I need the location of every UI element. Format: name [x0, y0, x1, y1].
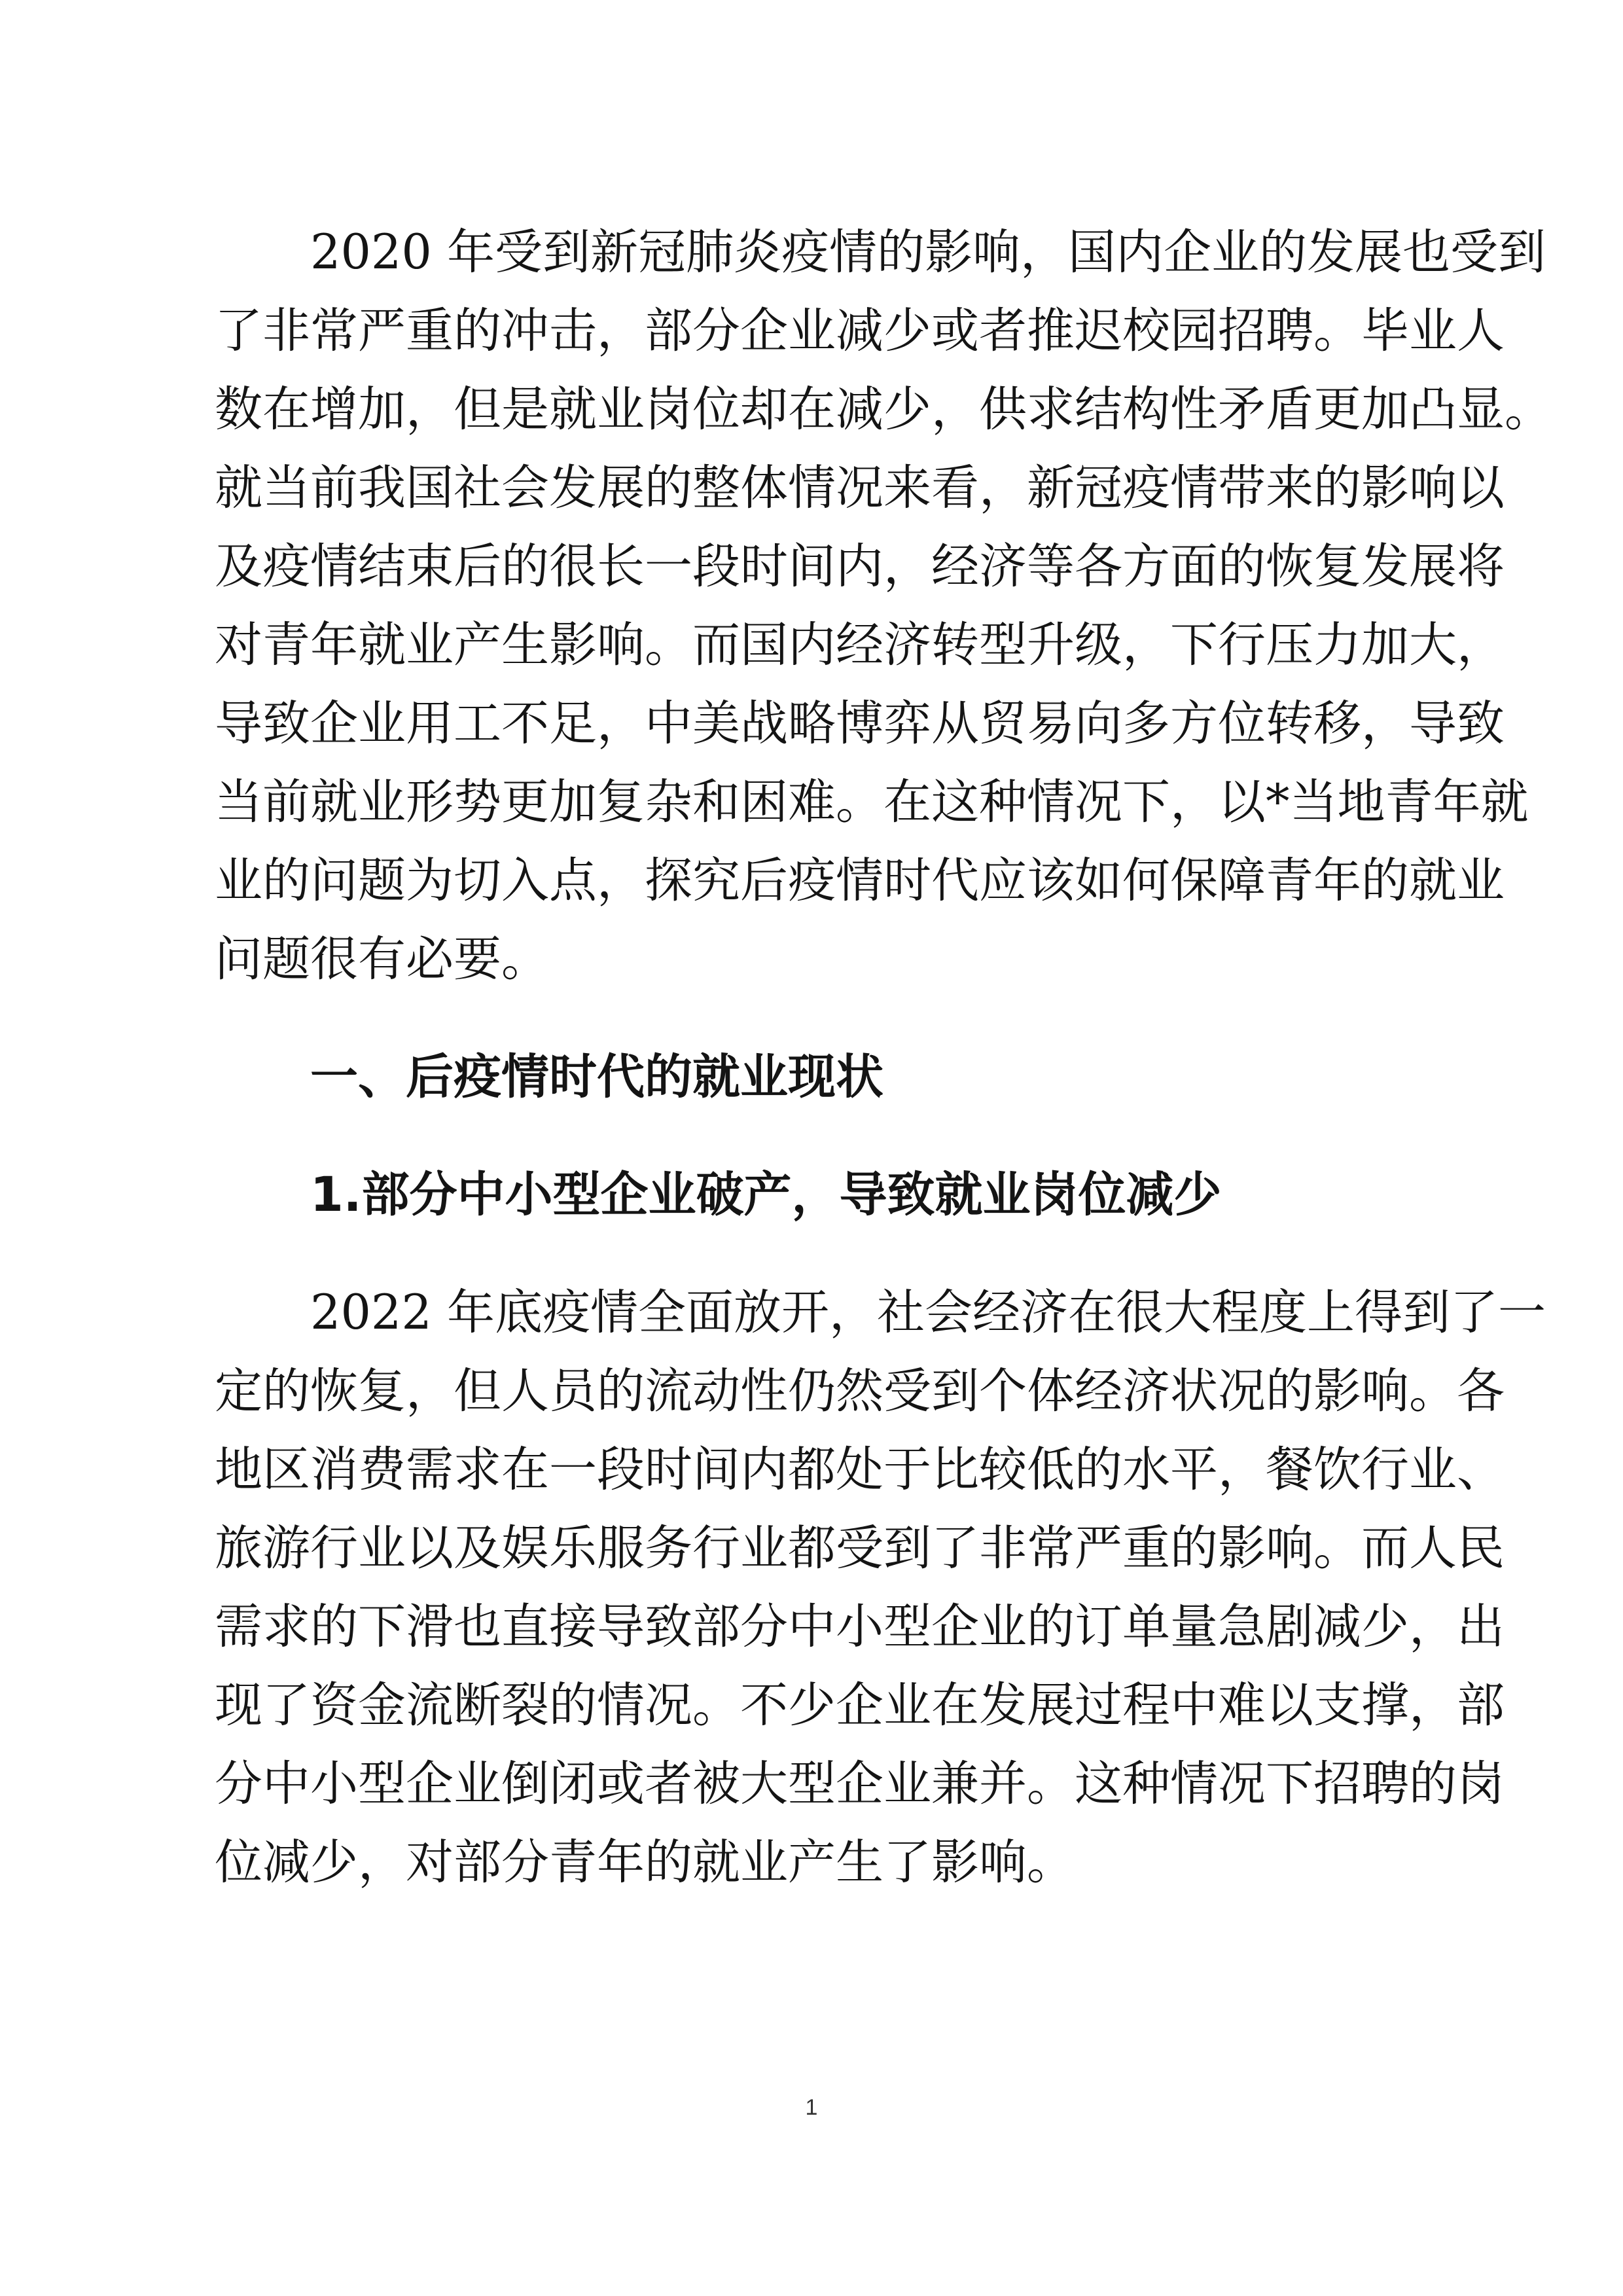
intro-line-4: 就当前我国社会发展的整体情况来看，新冠疫情带来的影响以	[215, 460, 1505, 516]
section-heading: 一、后疫情时代的就业现状	[310, 1049, 883, 1105]
intro-line-1: 2020 年受到新冠肺炎疫情的影响，国内企业的发展也受到	[310, 224, 1546, 280]
intro-line-8: 当前就业形势更加复杂和困难。在这种情况下，以*当地青年就	[215, 774, 1529, 830]
body-line-5: 需求的下滑也直接导致部分中小型企业的订单量急剧减少，出	[215, 1599, 1505, 1655]
body-line-7: 分中小型企业倒闭或者被大型企业兼并。这种情况下招聘的岗	[215, 1756, 1505, 1812]
page-number: 1	[805, 2095, 818, 2120]
intro-line-6: 对青年就业产生影响。而国内经济转型升级，下行压力加大，	[215, 617, 1505, 673]
body-line-2: 定的恢复，但人员的流动性仍然受到个体经济状况的影响。各	[215, 1363, 1505, 1419]
intro-line-7: 导致企业用工不足，中美战略博弈从贸易向多方位转移，导致	[215, 696, 1505, 751]
body-line-3: 地区消费需求在一段时间内都处于比较低的水平，餐饮行业、	[215, 1442, 1505, 1498]
body-line-8: 位减少，对部分青年的就业产生了影响。	[215, 1835, 1075, 1890]
intro-line-3: 数在增加，但是就业岗位却在减少，供求结构性矛盾更加凸显。	[215, 382, 1552, 437]
intro-line-2: 了非常严重的冲击，部分企业减少或者推迟校园招聘。毕业人	[215, 303, 1505, 359]
body-line-6: 现了资金流断裂的情况。不少企业在发展过程中难以支撑，部	[215, 1677, 1505, 1733]
body-line-4: 旅游行业以及娱乐服务行业都受到了非常严重的影响。而人民	[215, 1520, 1505, 1576]
intro-line-9: 业的问题为切入点，探究后疫情时代应该如何保障青年的就业	[215, 853, 1505, 908]
subsection-heading: 1.部分中小型企业破产，导致就业岗位减少	[310, 1167, 1222, 1223]
intro-line-5: 及疫情结束后的很长一段时间内，经济等各方面的恢复发展将	[215, 539, 1505, 594]
intro-line-10: 问题很有必要。	[215, 931, 549, 987]
body-line-1: 2022 年底疫情全面放开，社会经济在很大程度上得到了一	[310, 1285, 1546, 1340]
